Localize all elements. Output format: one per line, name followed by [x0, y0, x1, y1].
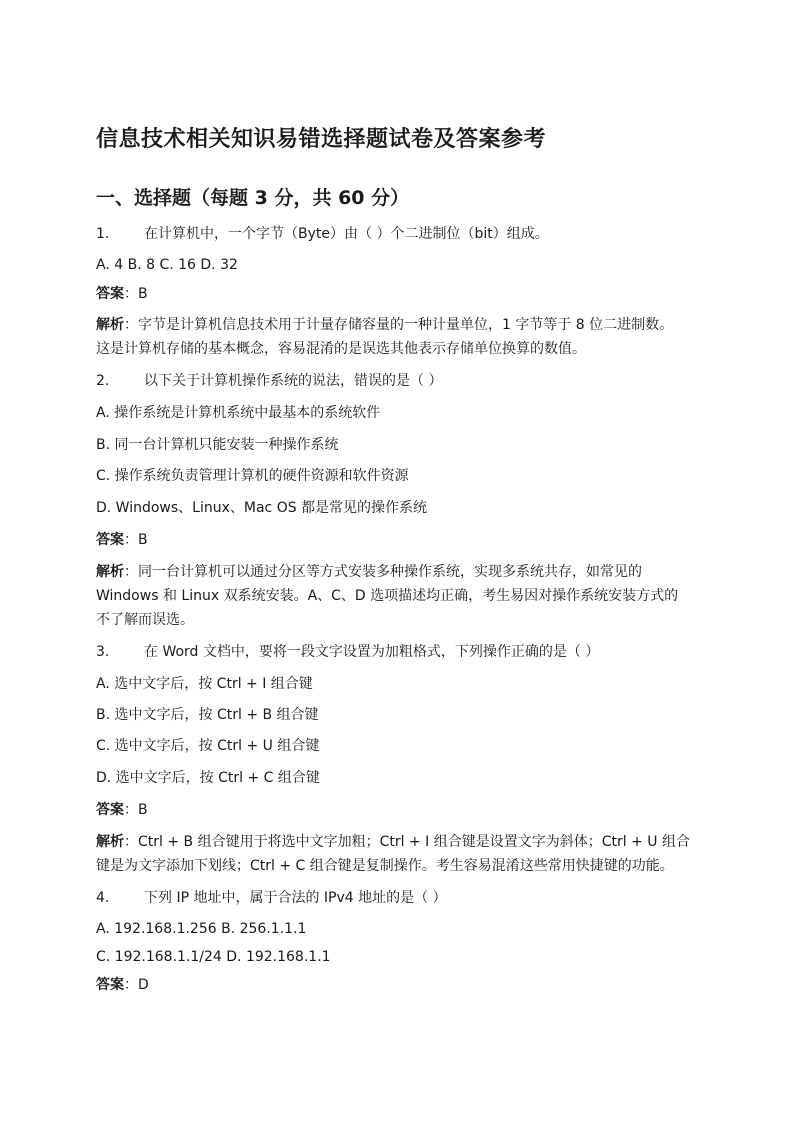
question-4-stem	[96, 889, 447, 907]
analysis-label: 解析	[96, 834, 124, 850]
question-2-answer	[96, 531, 148, 549]
answer-value: ：D	[124, 977, 149, 993]
question-text: 在计算机中，一个字节（Byte）由（ ）个二进制位（bit）组成。	[144, 226, 549, 242]
question-2-analysis-line: Windows 和 Linux 双系统安装。A、C、D 选项描述均正确，考生易因对操作系统安装方式的	[96, 588, 679, 604]
question-text: 在 Word 文档中，要将一段文字设置为加粗格式，下列操作正确的是（ ）	[144, 644, 600, 660]
question-3-analysis-line: 键是为文字添加下划线；Ctrl + C 组合键是复制操作。考生容易混淆这些常用快捷键的功能。	[96, 858, 674, 874]
section-heading: 一、选择题（每题 3 分，共 60 分）	[96, 187, 410, 209]
question-2-stem	[96, 372, 442, 390]
document-title: 信息技术相关知识易错选择题试卷及答案参考	[96, 127, 547, 152]
answer-value: ：B	[124, 286, 148, 302]
question-1-stem	[96, 225, 549, 243]
question-3-stem	[96, 643, 599, 661]
analysis-label: 解析	[96, 317, 124, 333]
answer-label: 答案	[96, 286, 124, 302]
question-3-answer	[96, 801, 148, 819]
question-number: 2.	[96, 373, 110, 389]
analysis-text: ：字节是计算机信息技术用于计量存储容量的一种计量单位，1 字节等于 8 位二进制数。	[124, 317, 674, 333]
analysis-text: ：同一台计算机可以通过分区等方式安装多种操作系统，实现多系统共存，如常见的	[124, 564, 642, 580]
question-1-analysis-line: 这是计算机存储的基本概念，容易混淆的是误选其他表示存储单位换算的数值。	[96, 341, 586, 357]
answer-label: 答案	[96, 977, 124, 993]
question-3-analysis-line	[96, 833, 690, 851]
analysis-label: 解析	[96, 564, 124, 580]
question-number: 3.	[96, 644, 110, 660]
question-1-options: A. 4 B. 8 C. 16 D. 32	[96, 257, 238, 273]
question-2-option-c: C. 操作系统负责管理计算机的硬件资源和软件资源	[96, 468, 409, 484]
question-2-option-d: D. Windows、Linux、Mac OS 都是常见的操作系统	[96, 500, 428, 516]
question-3-option-c: C. 选中文字后，按 Ctrl + U 组合键	[96, 738, 320, 754]
question-2-analysis-line	[96, 563, 642, 581]
question-3-option-d: D. 选中文字后，按 Ctrl + C 组合键	[96, 770, 320, 786]
answer-label: 答案	[96, 802, 124, 818]
question-number: 1.	[96, 226, 110, 242]
question-3-option-b: B. 选中文字后，按 Ctrl + B 组合键	[96, 707, 319, 723]
question-number: 4.	[96, 890, 110, 906]
analysis-text: ：Ctrl + B 组合键用于将选中文字加粗；Ctrl + I 组合键是设置文字为斜体；Ctrl + U 组合	[124, 834, 690, 850]
answer-value: ：B	[124, 532, 148, 548]
question-4-options-row: A. 192.168.1.256 B. 256.1.1.1	[96, 921, 307, 937]
question-2-option-b: B. 同一台计算机只能安装一种操作系统	[96, 437, 339, 453]
question-4-answer	[96, 976, 149, 994]
question-text: 下列 IP 地址中，属于合法的 IPv4 地址的是（ ）	[144, 890, 447, 906]
question-1-analysis-line	[96, 316, 673, 334]
question-2-analysis-line: 不了解而误选。	[96, 612, 194, 628]
question-text: 以下关于计算机操作系统的说法，错误的是（ ）	[144, 373, 443, 389]
question-2-option-a: A. 操作系统是计算机系统中最基本的系统软件	[96, 405, 381, 421]
answer-label: 答案	[96, 532, 124, 548]
question-4-options-row: C. 192.168.1.1/24 D. 192.168.1.1	[96, 949, 331, 965]
question-1-answer	[96, 285, 148, 303]
answer-value: ：B	[124, 802, 148, 818]
question-3-option-a: A. 选中文字后，按 Ctrl + I 组合键	[96, 676, 313, 692]
